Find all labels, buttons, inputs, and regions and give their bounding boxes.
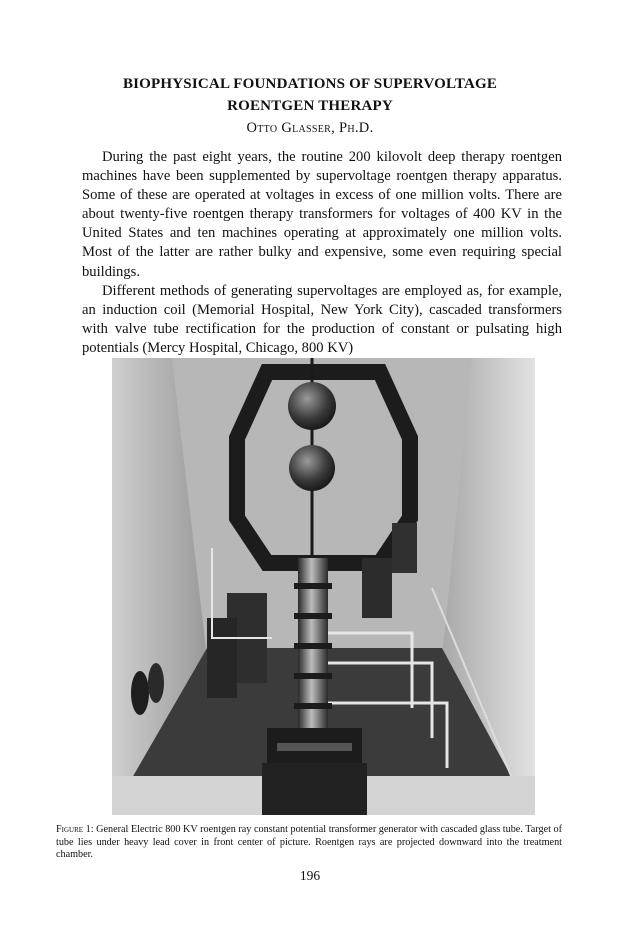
article-title-line-1: BIOPHYSICAL FOUNDATIONS OF SUPERVOLTAGE (122, 76, 498, 92)
figure-label: Figure 1: (56, 824, 94, 835)
upper-sphere (288, 382, 336, 430)
figure-caption (56, 824, 562, 862)
paragraph-1: During the past eight years, the routine 200 kilovolt deep therapy roentgen machines have been supplemented by supervoltage roentgen therapy apparatus. Some of these are operated at voltages in excess of one million volts. There are about twenty-five roentgen therapy transformers for voltages of 400 KV in the United States and ten machines operating at approximately one million volts. Most of the latter are rather bulky and expensive, some even requiring special buildings. (82, 149, 562, 280)
figure-caption-text: General Electric 800 KV roentgen ray constant potential transformer generator with cascaded glass tube. Target of tube lies under heavy lead cover in front center of picture. Roentgen rays are projected downward into the treatment chamber. (56, 824, 563, 861)
figure-photo-transformer-generator (112, 358, 535, 815)
photo-illustration (112, 358, 535, 815)
article-title-line-2: ROENTGEN THERAPY (227, 98, 393, 114)
page-number: 196 (299, 868, 321, 883)
author-name: Otto Glasser, Ph.D. (246, 120, 374, 136)
person-1 (131, 671, 149, 715)
body-text (82, 148, 562, 358)
right-rack-1 (362, 558, 392, 618)
person-2 (148, 663, 164, 703)
lead-cover-rim (277, 743, 352, 751)
right-rack-2 (392, 523, 417, 573)
tube-base (262, 763, 367, 815)
lower-sphere (289, 445, 335, 491)
paragraph-2: Different methods of generating supervoltages are employed as, for example, an induction coil (Memorial Hospital, New York City), cascaded transformers with valve tube rectification for the production of constant or pulsating high potentials (Mercy Hospital, Chicago, 800 KV) (82, 282, 562, 356)
